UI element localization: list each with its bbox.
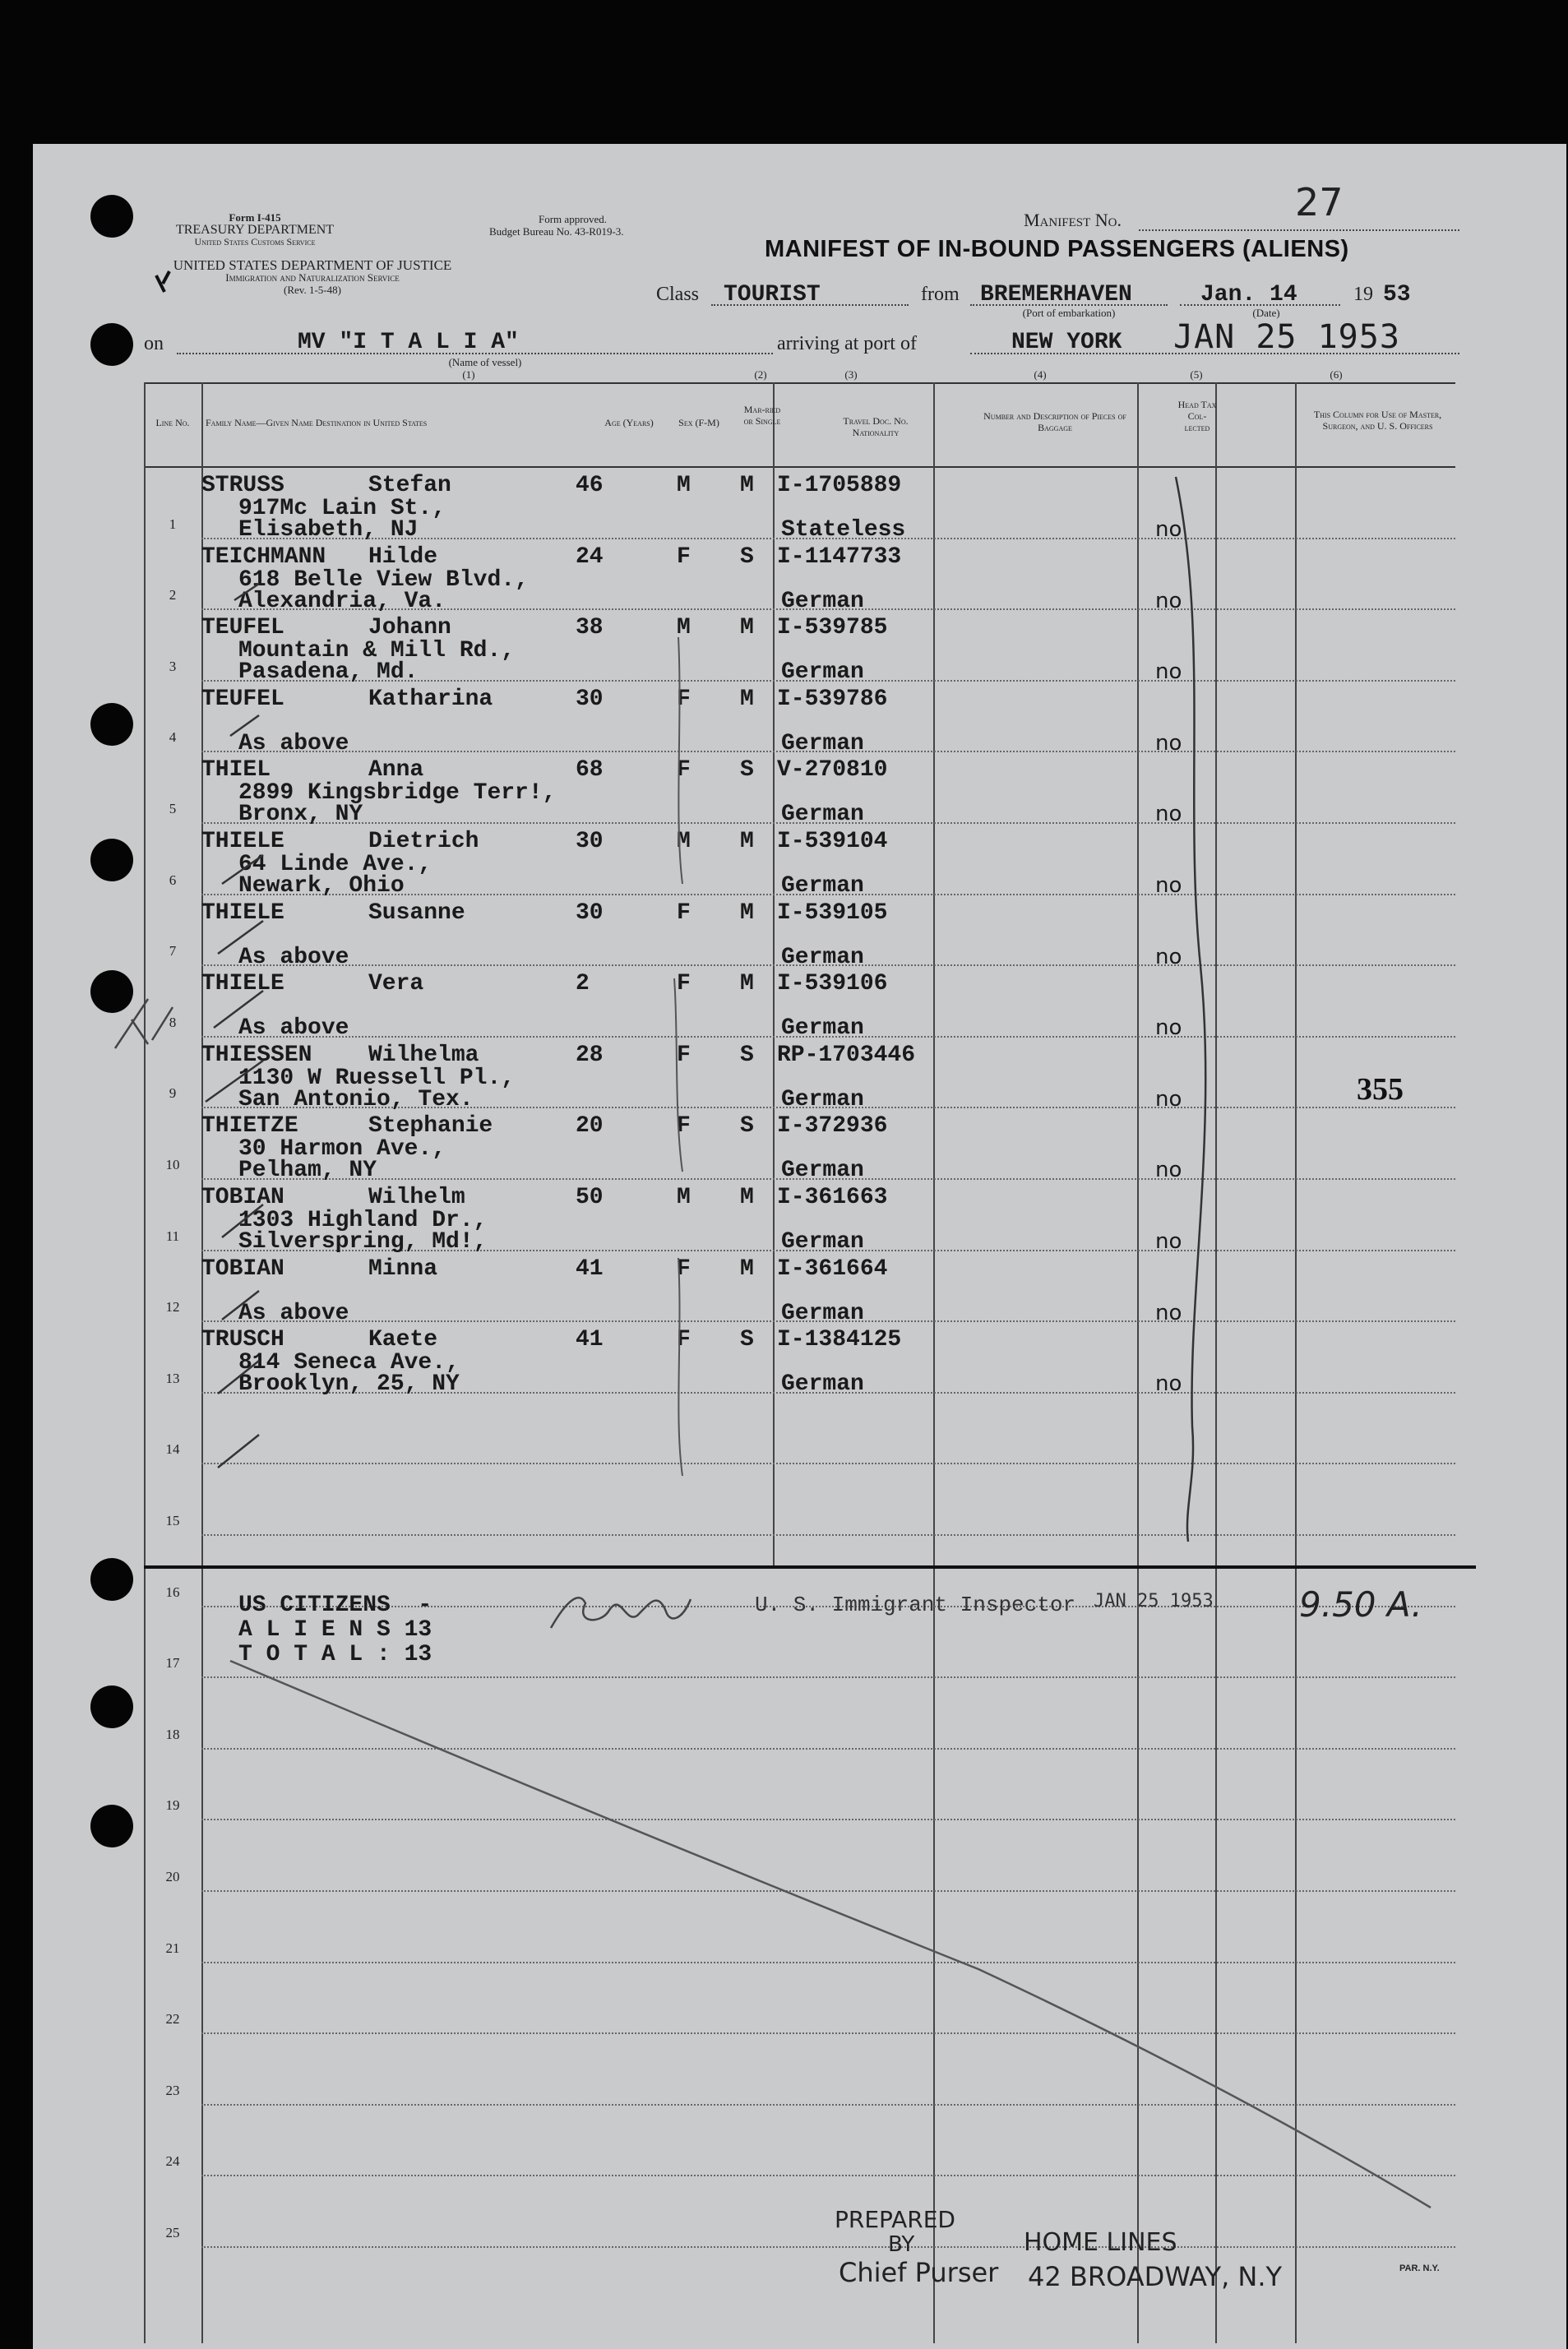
line-number: 14 — [165, 1441, 180, 1458]
passenger-head-tax: no — [1155, 1158, 1182, 1183]
passenger-family-name: TOBIAN — [201, 1185, 284, 1210]
line-number: 19 — [165, 1797, 180, 1814]
arriving-label: arriving at port of — [777, 333, 917, 354]
passenger-nationality: German — [781, 873, 864, 899]
line-number: 7 — [169, 943, 177, 959]
form-approved: Form approved. — [539, 213, 608, 225]
passenger-head-tax: no — [1155, 873, 1182, 898]
home-lines-address: 42 BROADWAY, N.Y — [1028, 2261, 1283, 2292]
passenger-sex: M — [677, 473, 691, 498]
passenger-nationality: German — [781, 1158, 864, 1184]
passenger-family-name: THIEL — [201, 757, 271, 784]
year-prefix: 19 — [1353, 284, 1373, 305]
check-mark — [218, 1435, 259, 1468]
passenger-sex: M — [677, 615, 691, 641]
passenger-head-tax: no — [1155, 1300, 1182, 1325]
passenger-family-name: TEUFEL — [201, 615, 284, 641]
totals-total: T O T A L : 13 — [238, 1642, 432, 1667]
line-number: 12 — [165, 1299, 180, 1316]
line-number: 3 — [169, 658, 177, 674]
passenger-address-line2: As above — [238, 944, 349, 970]
wl-bracket-mark — [678, 1258, 682, 1476]
passenger-marital-status: M — [740, 899, 754, 926]
headtax-bracket-line — [1176, 477, 1205, 1542]
passenger-nationality: Stateless — [781, 517, 906, 543]
passenger-travel-doc: I-1705889 — [777, 473, 902, 498]
check-mark — [222, 1291, 259, 1320]
header-age: Age (Years) — [604, 417, 654, 428]
wl-bracket-mark — [678, 637, 682, 884]
passenger-head-tax: no — [1155, 1086, 1182, 1112]
passenger-marital-status: M — [740, 971, 754, 997]
totals-aliens: A L I E N S 13 — [238, 1617, 432, 1643]
passenger-travel-doc: I-361664 — [777, 1255, 888, 1282]
passenger-head-tax: no — [1155, 517, 1182, 542]
tax-margin-mark — [115, 999, 173, 1048]
passenger-given-name: Susanne — [368, 899, 465, 926]
class-label: Class — [656, 284, 700, 305]
passenger-address-line1: 64 Linde Ave., — [238, 852, 432, 877]
justice-dept: UNITED STATES DEPARTMENT OF JUSTICE — [173, 257, 452, 273]
stray-mark — [156, 271, 169, 292]
passenger-family-name: THIELE — [201, 971, 284, 997]
col-num-4: (4) — [1034, 368, 1047, 381]
passenger-given-name: Kaete — [368, 1327, 438, 1353]
inspection-time: 9.50 A. — [1299, 1584, 1422, 1625]
passenger-age: 46 — [576, 473, 604, 498]
passenger-travel-doc: I-539104 — [777, 829, 888, 854]
passenger-address-line2: Pelham, NY — [238, 1158, 377, 1184]
line-number: 6 — [169, 872, 177, 888]
passenger-head-tax: no — [1155, 1229, 1182, 1254]
passenger-address-line1: 1130 W Ruessell Pl., — [238, 1065, 516, 1091]
col-num-5: (5) — [1190, 368, 1203, 381]
passenger-family-name: TEICHMANN — [201, 543, 326, 570]
passenger-family-name: THIELE — [201, 829, 284, 854]
port-value: NEW YORK — [1011, 330, 1122, 355]
wl-bracket-mark — [674, 978, 682, 1172]
header-line-no: Line No. — [155, 417, 190, 428]
passenger-marital-status: M — [740, 829, 754, 854]
passenger-age: 38 — [576, 615, 604, 641]
passenger-given-name: Wilhelm — [368, 1185, 465, 1210]
home-lines-label: HOME LINES — [1024, 2228, 1177, 2257]
col-num-6: (6) — [1330, 368, 1343, 381]
passenger-age: 2 — [576, 971, 590, 997]
passenger-travel-doc: I-372936 — [777, 1113, 888, 1140]
passenger-marital-status: M — [740, 1255, 754, 1282]
passenger-family-name: TEUFEL — [201, 686, 284, 712]
passenger-nationality: German — [781, 1015, 864, 1042]
passenger-sex: M — [677, 829, 691, 854]
manifest-no-label: Manifest No. — [1024, 210, 1122, 230]
passenger-marital-status: S — [740, 757, 754, 784]
passenger-address-line2: Newark, Ohio — [238, 873, 405, 899]
date-caption: (Date) — [1252, 307, 1280, 319]
passenger-marital-status: M — [740, 473, 754, 498]
ins-service: Immigration and Naturalization Service — [225, 271, 400, 284]
totals-us-citizens: US CITIZENS - — [238, 1593, 432, 1618]
manifest-no-value: 27 — [1295, 180, 1344, 224]
passenger-given-name: Stephanie — [368, 1113, 493, 1140]
header-name: Family Name—Given Name Destination in United States — [206, 417, 428, 428]
line-number: 1 — [169, 516, 177, 532]
passenger-given-name: Katharina — [368, 686, 493, 712]
passenger-address-line2: Elisabeth, NJ — [238, 517, 419, 543]
passenger-address-line1: 917Mc Lain St., — [238, 496, 446, 521]
customs-service: United States Customs Service — [194, 236, 316, 247]
passenger-nationality: German — [781, 659, 864, 686]
check-mark — [206, 1061, 263, 1102]
cancel-diagonal-line — [230, 1661, 1431, 2208]
passenger-given-name: Minna — [368, 1255, 438, 1282]
passenger-age: 30 — [576, 829, 604, 854]
col-num-3: (3) — [844, 368, 858, 381]
passenger-address-line1: Mountain & Mill Rd., — [238, 638, 516, 664]
line-number: 18 — [165, 1726, 180, 1742]
passenger-marital-status: S — [740, 543, 754, 570]
passenger-age: 24 — [576, 543, 604, 570]
revision: (Rev. 1-5-48) — [284, 284, 341, 296]
passenger-address-line2: Alexandria, Va. — [238, 588, 446, 614]
passenger-sex: F — [677, 1042, 691, 1068]
passenger-address-line2: As above — [238, 1015, 349, 1042]
passenger-age: 41 — [576, 1327, 604, 1353]
line-number: 15 — [165, 1513, 180, 1528]
passenger-nationality: German — [781, 1086, 864, 1112]
passenger-sex: F — [677, 543, 691, 570]
passenger-address-line2: San Antonio, Tex. — [238, 1086, 474, 1112]
passenger-age: 28 — [576, 1042, 604, 1068]
line-number: 17 — [165, 1655, 180, 1672]
line-number: 11 — [165, 1228, 180, 1244]
passenger-address-line2: Pasadena, Md. — [238, 659, 419, 686]
passenger-head-tax: no — [1155, 1371, 1182, 1397]
passenger-marital-status: M — [740, 615, 754, 641]
passenger-sex: F — [677, 1327, 691, 1353]
passenger-marital-status: M — [740, 686, 754, 712]
passenger-travel-doc: I-539106 — [777, 971, 888, 997]
check-mark — [222, 855, 263, 884]
line-number: 4 — [169, 729, 177, 746]
passenger-nationality: German — [781, 1229, 864, 1255]
passenger-given-name: Wilhelma — [368, 1042, 479, 1068]
date-value: Jan. 14 — [1200, 282, 1297, 307]
manifest-sheet — [33, 144, 1566, 2349]
passenger-address-line1: 618 Belle View Blvd., — [238, 566, 529, 593]
passenger-sex: F — [677, 899, 691, 926]
check-mark — [234, 584, 259, 600]
header-travel-doc: Travel Doc. No. Nationality — [843, 415, 909, 438]
passenger-family-name: TOBIAN — [201, 1255, 284, 1282]
passenger-address-line2: Silverspring, Md!, — [238, 1229, 488, 1255]
passenger-age: 20 — [576, 1113, 604, 1140]
passenger-age: 68 — [576, 757, 604, 784]
passenger-given-name: Stefan — [368, 473, 451, 498]
passenger-marital-status: S — [740, 1113, 754, 1140]
passenger-marital-status: S — [740, 1327, 754, 1353]
passenger-travel-doc: I-361663 — [777, 1185, 888, 1210]
passenger-family-name: THIELE — [201, 899, 284, 926]
header-sex: Sex (F-M) — [678, 417, 719, 428]
passenger-address-line2: Brooklyn, 25, NY — [238, 1371, 460, 1398]
inspector-label: U. S. Immigrant Inspector — [755, 1593, 1076, 1617]
passenger-sex: F — [677, 1113, 691, 1140]
line-number: 5 — [169, 801, 177, 816]
passenger-address-line1: 1303 Highland Dr., — [238, 1208, 488, 1233]
check-mark — [218, 921, 263, 954]
officer-number: 355 — [1357, 1072, 1404, 1107]
port-emb-caption: (Port of embarkation) — [1022, 307, 1116, 319]
line-number: 22 — [165, 2011, 180, 2028]
passenger-head-tax: no — [1155, 1015, 1182, 1041]
on-label: on — [144, 333, 164, 354]
passenger-travel-doc: I-1384125 — [777, 1327, 902, 1353]
check-mark — [214, 991, 263, 1028]
passenger-given-name: Vera — [368, 971, 424, 997]
passenger-head-tax: no — [1155, 659, 1182, 685]
line-number: 25 — [165, 2225, 180, 2240]
line-number: 13 — [165, 1370, 180, 1386]
passenger-travel-doc: I-539105 — [777, 899, 888, 926]
passenger-head-tax: no — [1155, 588, 1182, 613]
passenger-sex: F — [677, 757, 691, 784]
header-baggage: Number and Description of Pieces of Baggage — [983, 410, 1126, 433]
line-number: 24 — [165, 2153, 180, 2170]
line-number: 8 — [169, 1014, 177, 1030]
year-value: 53 — [1383, 282, 1411, 307]
passenger-family-name: STRUSS — [201, 473, 284, 498]
col-num-1: (1) — [462, 368, 475, 381]
passenger-sex: M — [677, 1185, 691, 1210]
line-number: 21 — [165, 1940, 180, 1956]
passenger-given-name: Anna — [368, 757, 424, 784]
passenger-head-tax: no — [1155, 802, 1182, 827]
line-number: 20 — [165, 1869, 180, 1884]
col-num-2: (2) — [754, 368, 767, 381]
chief-purser-label: Chief Purser — [839, 2257, 999, 2288]
prepared-label: PREPARED — [835, 2206, 955, 2233]
printer-mark: PAR. N.Y. — [1399, 2263, 1440, 2273]
passenger-given-name: Johann — [368, 615, 451, 641]
passenger-sex: F — [677, 1255, 691, 1282]
from-label: from — [921, 284, 960, 305]
passenger-travel-doc: I-539786 — [777, 686, 888, 712]
passenger-nationality: German — [781, 588, 864, 614]
header-head-tax: Head Tax Col-lected — [1177, 399, 1217, 433]
passenger-age: 30 — [576, 686, 604, 712]
passenger-address-line2: As above — [238, 730, 349, 756]
vessel-value: MV "I T A L I A" — [298, 330, 519, 355]
arrival-date-stamp: JAN 25 1953 — [1173, 318, 1400, 356]
handwriting-marks — [33, 144, 1566, 2349]
line-number: 9 — [169, 1085, 177, 1102]
passenger-marital-status: S — [740, 1042, 754, 1068]
check-mark — [230, 715, 259, 736]
passenger-sex: F — [677, 686, 691, 712]
form-number: Form I-415 — [229, 211, 281, 224]
vessel-caption: (Name of vessel) — [448, 356, 522, 368]
passenger-given-name: Dietrich — [368, 829, 479, 854]
line-number: 2 — [169, 587, 177, 603]
passenger-family-name: TRUSCH — [201, 1327, 284, 1353]
line-number: 10 — [165, 1157, 180, 1172]
check-mark — [218, 1361, 259, 1394]
budget-bureau: Budget Bureau No. 43-R019-3. — [489, 225, 624, 238]
passenger-address-line2: Bronx, NY — [238, 802, 363, 828]
passenger-travel-doc: RP-1703446 — [777, 1042, 916, 1068]
passenger-head-tax: no — [1155, 944, 1182, 969]
passenger-nationality: German — [781, 944, 864, 970]
passenger-sex: F — [677, 971, 691, 997]
passenger-address-line1: 814 Seneca Ave., — [238, 1350, 460, 1376]
check-mark — [222, 1205, 263, 1237]
passenger-travel-doc: V-270810 — [777, 757, 888, 784]
inspector-date-stamp: JAN 25 1953 — [1094, 1591, 1214, 1611]
passenger-nationality: German — [781, 1371, 864, 1398]
class-value: TOURIST — [724, 282, 821, 307]
passenger-age: 50 — [576, 1185, 604, 1210]
passenger-head-tax: no — [1155, 730, 1182, 756]
header-officers: This Column for Use of Master, Surgeon, and U. S. Officers — [1313, 409, 1442, 432]
passenger-nationality: German — [781, 730, 864, 756]
header-married: Mar-ried or Single — [743, 404, 781, 427]
passenger-nationality: German — [781, 802, 864, 828]
line-number: 23 — [165, 2082, 180, 2098]
from-value: BREMERHAVEN — [980, 282, 1132, 307]
treasury-dept: TREASURY DEPARTMENT — [175, 223, 335, 237]
passenger-travel-doc: I-539785 — [777, 615, 888, 641]
passenger-address-line1: 2899 Kingsbridge Terr!, — [238, 780, 557, 807]
passenger-age: 41 — [576, 1255, 604, 1282]
passenger-address-line1: 30 Harmon Ave., — [238, 1136, 446, 1163]
line-number: 16 — [165, 1584, 180, 1600]
passenger-address-line2: As above — [238, 1300, 349, 1326]
passenger-nationality: German — [781, 1300, 864, 1326]
passenger-family-name: THIESSEN — [201, 1042, 312, 1068]
inspector-signature — [551, 1598, 691, 1628]
passenger-given-name: Hilde — [368, 543, 438, 570]
passenger-travel-doc: I-1147733 — [777, 543, 902, 570]
passenger-marital-status: M — [740, 1185, 754, 1210]
passenger-family-name: THIETZE — [201, 1113, 298, 1140]
manifest-title: MANIFEST OF IN-BOUND PASSENGERS (ALIENS) — [765, 236, 1349, 262]
by-label: BY — [888, 2232, 915, 2257]
passenger-age: 30 — [576, 899, 604, 926]
